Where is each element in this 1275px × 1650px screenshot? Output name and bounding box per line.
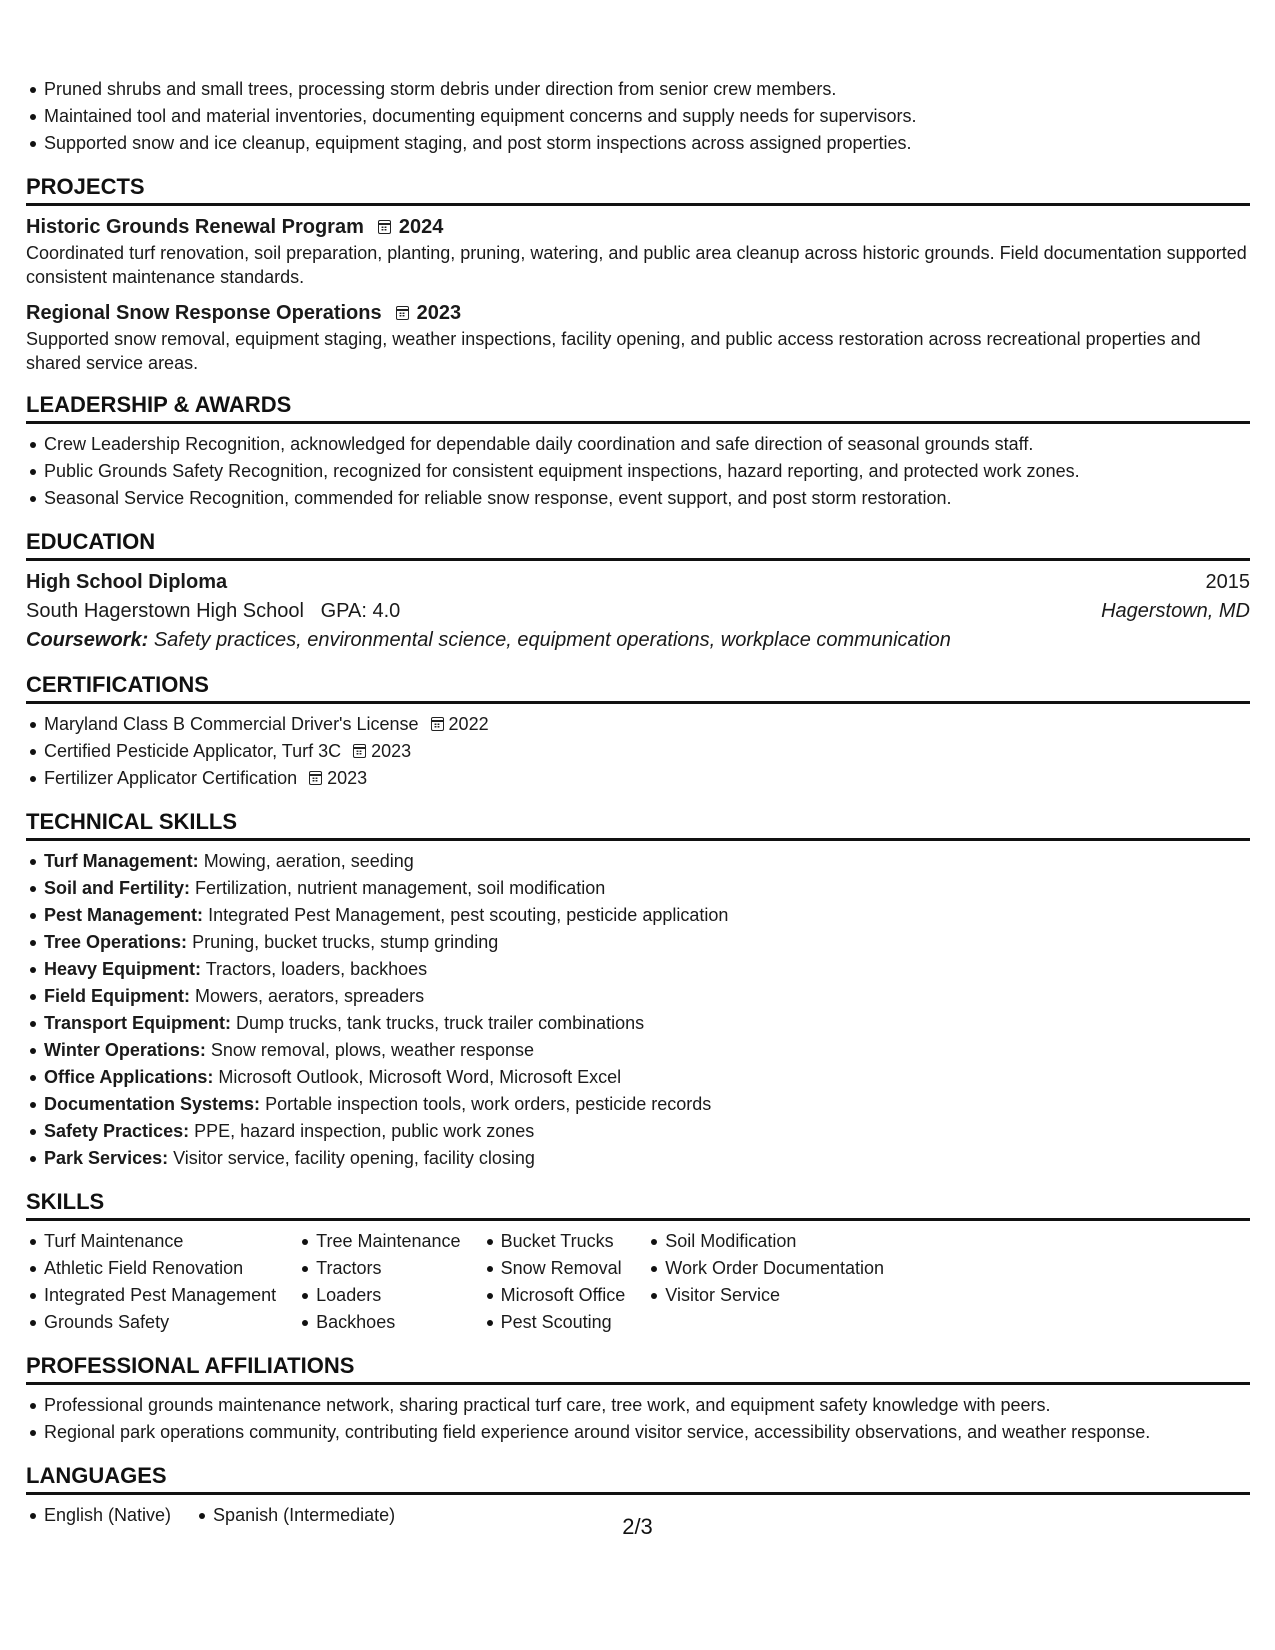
- technical-skill-item: [26, 1037, 1250, 1064]
- skills-column: [483, 1228, 626, 1336]
- skill-item: Bucket Trucks: [483, 1228, 626, 1255]
- graduation-year: 2015: [1205, 571, 1250, 593]
- skill-value: Integrated Pest Management, pest scouting, pesticide application: [208, 905, 729, 925]
- skill-item: Integrated Pest Management: [26, 1282, 276, 1309]
- skill-label: Safety Practices:: [44, 1121, 190, 1141]
- skills-column: [26, 1228, 276, 1336]
- coursework-label: Coursework:: [26, 629, 149, 651]
- list-item: Crew Leadership Recognition, acknowledged for dependable daily coordination and safe direction of seasonal grounds staff.: [26, 431, 1250, 458]
- section-title: CERTIFICATIONS: [26, 671, 1250, 704]
- skill-label: Soil and Fertility:: [44, 878, 191, 898]
- section-title: PROJECTS: [26, 173, 1250, 206]
- project-description: Coordinated turf renovation, soil preparation, planting, pruning, watering, and public area cleanup across historic grounds. Field documentation supported consistent maintenance standards.: [26, 243, 1247, 287]
- skill-label: Transport Equipment:: [44, 1013, 232, 1033]
- cert-name: Maryland Class B Commercial Driver's License: [44, 714, 419, 734]
- skill-label: Tree Operations:: [44, 932, 188, 952]
- cert-name: Fertilizer Applicator Certification: [44, 768, 298, 788]
- list-item: [26, 738, 1250, 765]
- skill-value: Visitor service, facility opening, facility closing: [173, 1148, 535, 1168]
- leadership-section: [26, 391, 1250, 512]
- skill-value: Mowing, aeration, seeding: [203, 851, 414, 871]
- calendar-icon: [309, 771, 322, 785]
- skill-value: Mowers, aerators, spreaders: [195, 986, 425, 1006]
- technical-skill-item: [26, 1118, 1250, 1145]
- skills-section: [26, 1188, 1250, 1336]
- cert-year: 2023: [327, 768, 368, 788]
- section-title: LEADERSHIP & AWARDS: [26, 391, 1250, 424]
- skill-item: Soil Modification: [647, 1228, 884, 1255]
- affiliations-section: [26, 1352, 1250, 1446]
- section-title: EDUCATION: [26, 528, 1250, 561]
- project-item: [26, 299, 1250, 375]
- skill-label: Documentation Systems:: [44, 1094, 261, 1114]
- resume-page: [26, 76, 1250, 1529]
- project-year: 2023: [416, 302, 462, 324]
- skill-item: Tree Maintenance: [298, 1228, 460, 1255]
- technical-skill-item: [26, 1010, 1250, 1037]
- list-item: Supported snow and ice cleanup, equipment staging, and post storm inspections across assigned properties.: [26, 130, 1250, 157]
- education-section: [26, 528, 1250, 655]
- gpa: GPA: 4.0: [320, 600, 401, 622]
- skill-item: Turf Maintenance: [26, 1228, 276, 1255]
- skill-value: Portable inspection tools, work orders, pesticide records: [265, 1094, 712, 1114]
- list-item: Maintained tool and material inventories, documenting equipment concerns and supply needs for supervisors.: [26, 103, 1250, 130]
- project-description: Supported snow removal, equipment staging, weather inspections, facility opening, and public access restoration across recreational properties and shared service areas.: [26, 329, 1201, 373]
- projects-section: [26, 173, 1250, 375]
- skill-label: Turf Management:: [44, 851, 199, 871]
- technical-skills-section: [26, 808, 1250, 1172]
- skills-grid: [26, 1228, 1250, 1336]
- skill-label: Pest Management:: [44, 905, 204, 925]
- list-item: [26, 711, 1250, 738]
- list-item: Pruned shrubs and small trees, processing storm debris under direction from senior crew members.: [26, 76, 1250, 103]
- skill-value: Snow removal, plows, weather response: [210, 1040, 535, 1060]
- skill-value: Pruning, bucket trucks, stump grinding: [192, 932, 499, 952]
- degree: High School Diploma: [26, 571, 228, 593]
- project-item: [26, 213, 1250, 289]
- section-title: LANGUAGES: [26, 1462, 1250, 1495]
- technical-skill-item: [26, 956, 1250, 983]
- skill-item: Pest Scouting: [483, 1309, 626, 1336]
- cert-year: 2023: [371, 741, 412, 761]
- technical-skill-item: [26, 902, 1250, 929]
- skill-item: Loaders: [298, 1282, 460, 1309]
- list-item: Seasonal Service Recognition, commended for reliable snow response, event support, and post storm restoration.: [26, 485, 1250, 512]
- project-name: Historic Grounds Renewal Program: [26, 216, 364, 238]
- technical-skill-item: [26, 1091, 1250, 1118]
- skill-label: Field Equipment:: [44, 986, 190, 1006]
- project-year: 2024: [398, 216, 444, 238]
- technical-skill-item: [26, 848, 1250, 875]
- skill-item: Grounds Safety: [26, 1309, 276, 1336]
- project-name: Regional Snow Response Operations: [26, 302, 382, 324]
- skill-item: Visitor Service: [647, 1282, 884, 1309]
- coursework: Safety practices, environmental science, equipment operations, workplace communication: [153, 629, 951, 651]
- school-location: Hagerstown, MD: [1101, 600, 1250, 622]
- list-item: [26, 765, 1250, 792]
- technical-skills-list: [26, 848, 1250, 1172]
- calendar-icon: [431, 717, 444, 731]
- calendar-icon: [353, 744, 366, 758]
- technical-skill-item: [26, 929, 1250, 956]
- skill-label: Park Services:: [44, 1148, 169, 1168]
- technical-skill-item: [26, 875, 1250, 902]
- language-item: English (Native): [26, 1502, 171, 1529]
- skill-label: Winter Operations:: [44, 1040, 206, 1060]
- skill-item: Backhoes: [298, 1309, 460, 1336]
- skill-label: Office Applications:: [44, 1067, 214, 1087]
- skill-value: Microsoft Outlook, Microsoft Word, Microsoft Excel: [218, 1067, 622, 1087]
- calendar-icon: [378, 220, 391, 234]
- skills-column: [647, 1228, 884, 1336]
- skills-column: [298, 1228, 460, 1336]
- certifications-section: [26, 671, 1250, 792]
- page-number: 2/3: [622, 1514, 653, 1539]
- skill-label: Heavy Equipment:: [44, 959, 202, 979]
- skill-value: Dump trucks, tank trucks, truck trailer combinations: [236, 1013, 645, 1033]
- skill-item: Snow Removal: [483, 1255, 626, 1282]
- experience-bullets: [26, 76, 1250, 157]
- calendar-icon: [396, 306, 409, 320]
- skill-value: Tractors, loaders, backhoes: [205, 959, 428, 979]
- section-title: TECHNICAL SKILLS: [26, 808, 1250, 841]
- language-item: Spanish (Intermediate): [195, 1502, 395, 1529]
- skill-item: Athletic Field Renovation: [26, 1255, 276, 1282]
- section-title: PROFESSIONAL AFFILIATIONS: [26, 1352, 1250, 1385]
- skill-value: PPE, hazard inspection, public work zones: [194, 1121, 535, 1141]
- list-item: Public Grounds Safety Recognition, recognized for consistent equipment inspections, hazard reporting, and protected work zones.: [26, 458, 1250, 485]
- school-name: South Hagerstown High School: [26, 600, 304, 622]
- technical-skill-item: [26, 983, 1250, 1010]
- cert-name: Certified Pesticide Applicator, Turf 3C: [44, 741, 342, 761]
- skill-item: Tractors: [298, 1255, 460, 1282]
- skill-item: Work Order Documentation: [647, 1255, 884, 1282]
- list-item: Professional grounds maintenance network, sharing practical turf care, tree work, and equipment safety knowledge with peers.: [26, 1392, 1250, 1419]
- technical-skill-item: [26, 1145, 1250, 1172]
- cert-year: 2022: [448, 714, 489, 734]
- skill-value: Fertilization, nutrient management, soil modification: [195, 878, 606, 898]
- list-item: Regional park operations community, contributing field experience around visitor service, accessibility observations, and weather response.: [26, 1419, 1250, 1446]
- technical-skill-item: [26, 1064, 1250, 1091]
- section-title: SKILLS: [26, 1188, 1250, 1221]
- skill-item: Microsoft Office: [483, 1282, 626, 1309]
